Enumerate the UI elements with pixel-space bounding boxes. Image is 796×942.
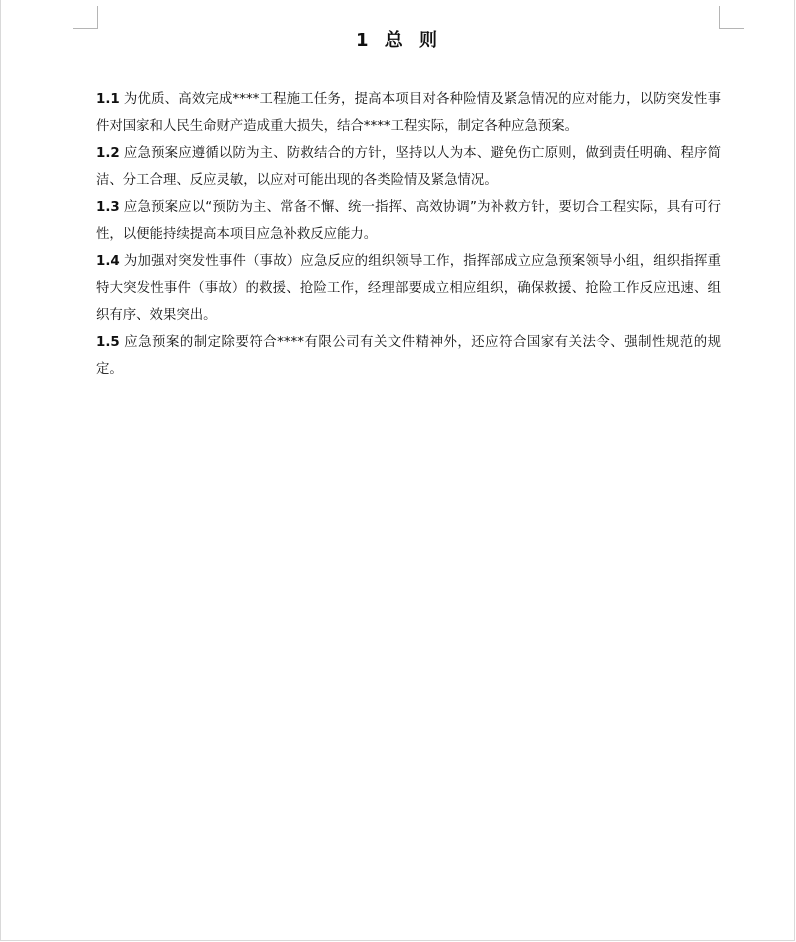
paragraph-number: 1.1	[96, 92, 120, 107]
document-body	[96, 86, 721, 383]
margin-corner-mark-top-right	[719, 6, 744, 29]
paragraph-text: 为加强对突发性事件（事故）应急反应的组织领导工作，指挥部成立应急预案领导小组，组织指挥重特大突发性事件（事故）的救援、抢险工作，经理部要成立相应组织，确保救援、抢险工作反应迅速、组织有序、效果突出。	[96, 254, 721, 323]
paragraph-1-4	[96, 248, 721, 329]
paragraph-1-2	[96, 140, 721, 194]
paragraph-text: 为优质、高效完成****工程施工任务，提高本项目对各种险情及紧急情况的应对能力，以防突发性事件对国家和人民生命财产造成重大损失，结合****工程实际，制定各种应急预案。	[96, 92, 721, 134]
paragraph-number: 1.4	[96, 254, 120, 269]
paragraph-number: 1.3	[96, 200, 120, 215]
paragraph-text: 应急预案应以“预防为主、常备不懈、统一指挥、高效协调”为补救方针，要切合工程实际，具有可行性，以便能持续提高本项目应急补救反应能力。	[96, 200, 721, 242]
paragraph-1-5	[96, 329, 721, 383]
paragraph-text: 应急预案应遵循以防为主、防救结合的方针，坚持以人为本、避免伤亡原则，做到责任明确、程序简洁、分工合理、反应灵敏，以应对可能出现的各类险情及紧急情况。	[96, 146, 721, 188]
paragraph-number: 1.5	[96, 335, 120, 350]
margin-corner-mark-top-left	[73, 6, 98, 29]
paragraph-number: 1.2	[96, 146, 120, 161]
paragraph-text: 应急预案的制定除要符合****有限公司有关文件精神外，还应符合国家有关法令、强制性规范的规定。	[96, 335, 721, 377]
paragraph-1-1	[96, 86, 721, 140]
section-title: 1 总 则	[355, 30, 443, 51]
paragraph-1-3	[96, 194, 721, 248]
